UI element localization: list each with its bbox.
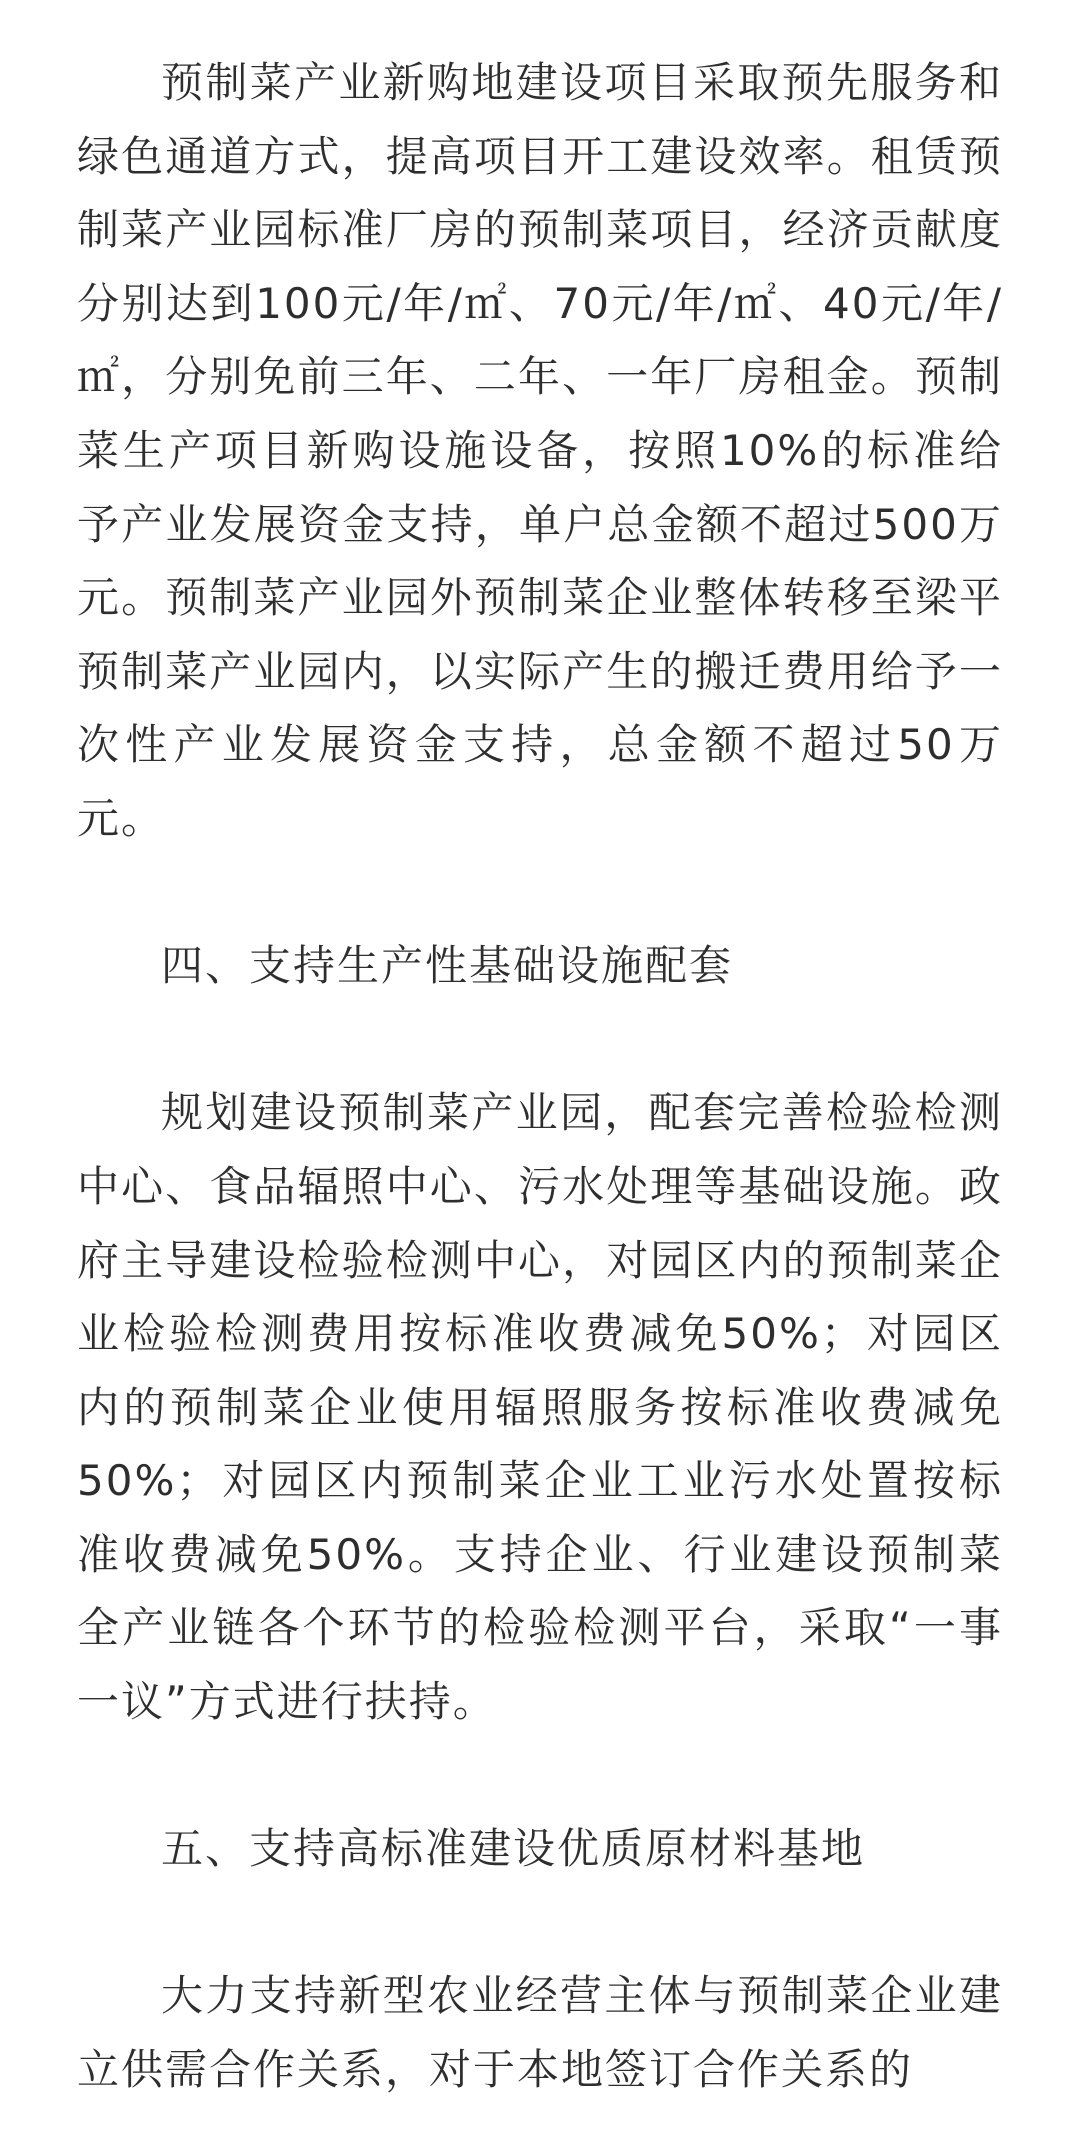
paragraph-infrastructure-support: 规划建设预制菜产业园，配套完善检验检测中心、食品辐照中心、污水处理等基础设施。政府主导建设检验检测中心，对园区内的预制菜企业检验检测费用按标准收费减免50%；对园区内的预制菜企业使用辐照服务按标准收费减免50%；对园区内预制菜企业工业污水处置按标准收费减免50%。支持企业、行业建设预制菜全产业链各个环节的检验检测平台，采取“一事一议”方式进行扶持。 [77,1088,1003,1727]
section-heading-infrastructure: 四、支持生产性基础设施配套 [161,941,734,991]
paragraph-spacer [77,1003,1003,1077]
paragraph-construction-support: 预制菜产业新购地建设项目采取预先服务和绿色通道方式，提高项目开工建设效率。租赁预制菜产业园标准厂房的预制菜项目，经济贡献度分别达到100元/年/㎡、70元/年/㎡、40元/年/㎡，分别免前三年、二年、一年厂房租金。预制菜生产项目新购设施设备，按照10%的标准给予产业发展资金支持，单户总金额不超过500万元。预制菜产业园外预制菜企业整体转移至梁平预制菜产业园内，以实际产生的搬迁费用给予一次性产业发展资金支持，总金额不超过50万元。 [77,58,1003,843]
paragraph-spacer [77,856,1003,930]
article-body [77,46,1003,2107]
paragraph-spacer [77,1739,1003,1813]
section-heading-raw-material-base: 五、支持高标准建设优质原材料基地 [161,1824,866,1874]
paragraph-raw-material-support: 大力支持新型农业经营主体与预制菜企业建立供需合作关系，对于本地签订合作关系的 [77,1971,1003,2095]
paragraph-spacer [77,1886,1003,1960]
